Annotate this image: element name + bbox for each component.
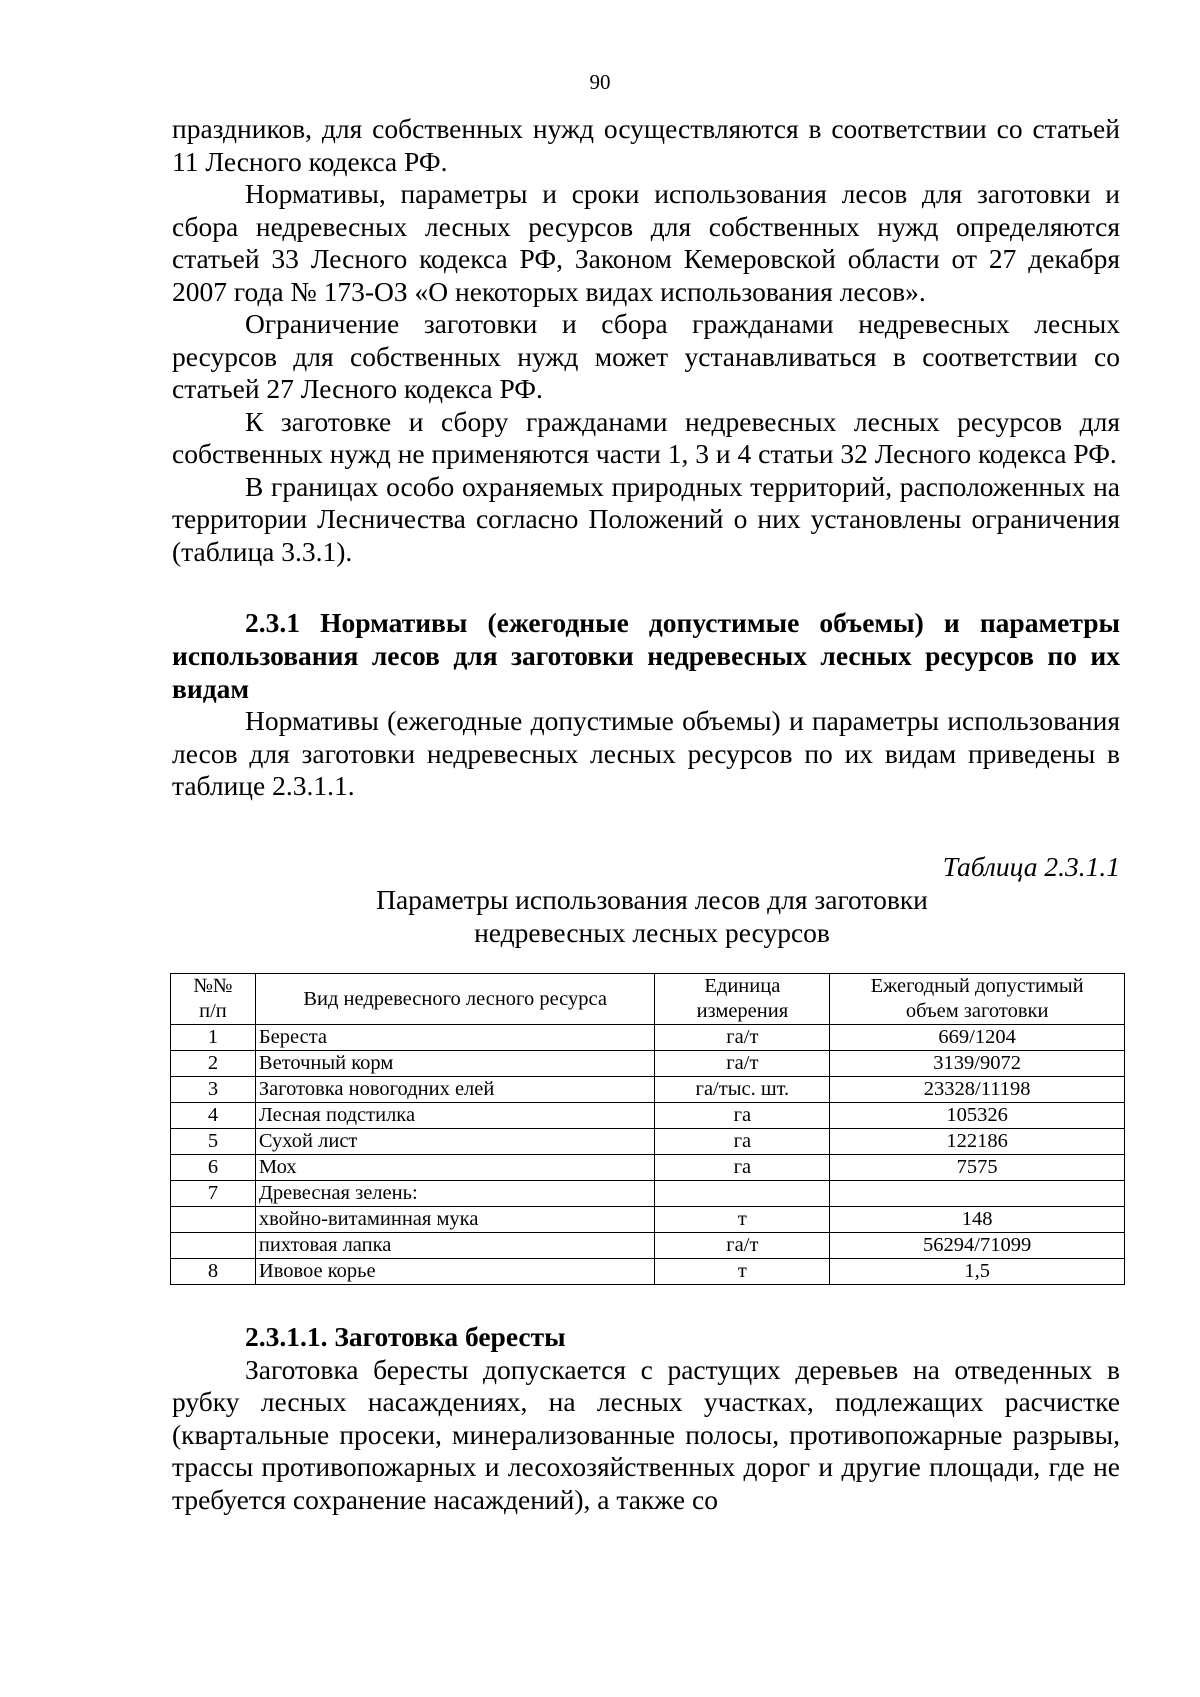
cell-volume: 3139/9072	[830, 1051, 1125, 1077]
cell-unit: га	[655, 1103, 830, 1129]
cell-unit: га/тыс. шт.	[655, 1077, 830, 1103]
cell-volume: 148	[830, 1207, 1125, 1233]
table-title-line-2: недревесных лесных ресурсов	[474, 917, 830, 948]
cell-num: 5	[171, 1129, 256, 1155]
cell-resource: Мох	[255, 1155, 655, 1181]
subsection-heading: 2.3.1.1. Заготовка бересты	[245, 1321, 566, 1352]
table-caption: Таблица 2.3.1.1	[942, 850, 1120, 882]
cell-resource: хвойно-витаминная мука	[255, 1207, 655, 1233]
table-row	[171, 1181, 1125, 1207]
table-title-line-1: Параметры использования лесов для заготовки	[376, 884, 928, 915]
cell-num	[171, 1233, 256, 1259]
cell-unit: т	[655, 1207, 830, 1233]
cell-unit: га/т	[655, 1051, 830, 1077]
section-text: Нормативы (ежегодные допустимые объемы) и параметры использования лесов для заготовки недревесных лесных ресурсов по их видам приведены в таблице 2.3.1.1.	[172, 705, 1120, 801]
header-volume	[830, 974, 1125, 1025]
table-row	[171, 1129, 1125, 1155]
resources-table	[170, 973, 1125, 1285]
cell-unit: га/т	[655, 1025, 830, 1051]
subsection-text: Заготовка бересты допускается с растущих деревьев на отведенных в рубку лесных насаждениях, на лесных участках, подлежащих расчистке (квартальные просеки, минерализованные полосы, противопожарные разрывы, трассы противопожарных и лесохозяйственных дорог и другие площади, где не требуется сохранение насаждений), а также со	[172, 1353, 1120, 1515]
table-row	[171, 1155, 1125, 1181]
cell-resource: Заготовка новогодних елей	[255, 1077, 655, 1103]
cell-unit: га/т	[655, 1233, 830, 1259]
table-row	[171, 1103, 1125, 1129]
cell-num: 1	[171, 1025, 256, 1051]
page-content	[172, 113, 1120, 1516]
cell-volume: 669/1204	[830, 1025, 1125, 1051]
cell-resource: Ивовое корье	[255, 1259, 655, 1285]
paragraph-restriction: Ограничение заготовки и сбора гражданами недревесных лесных ресурсов для собственных нужд может устанавливаться в соответствии со статьей 27 Лесного кодекса РФ.	[172, 308, 1120, 404]
table-row	[171, 1051, 1125, 1077]
cell-num: 2	[171, 1051, 256, 1077]
cell-volume: 1,5	[830, 1259, 1125, 1285]
header-volume-line-1: Ежегодный допустимый	[870, 975, 1084, 997]
section-heading: 2.3.1 Нормативы (ежегодные допустимые объемы) и параметры использования лесов для заготовки недревесных лесных ресурсов по их видам	[172, 607, 1120, 704]
cell-volume: 7575	[830, 1155, 1125, 1181]
cell-resource: Береста	[255, 1025, 655, 1051]
header-num-line-2: п/п	[199, 1000, 227, 1022]
paragraph-continuation: праздников, для собственных нужд осуществляются в соответствии со статьей 11 Лесного кодекса РФ.	[172, 113, 1120, 177]
header-unit	[655, 974, 830, 1025]
table-row	[171, 1233, 1125, 1259]
header-num	[171, 974, 256, 1025]
table-header-row	[171, 974, 1125, 1025]
cell-unit: т	[655, 1259, 830, 1285]
cell-resource: Лесная подстилка	[255, 1103, 655, 1129]
cell-num	[171, 1207, 256, 1233]
paragraph-protected-areas: В границах особо охраняемых природных территорий, расположенных на территории Лесничества согласно Положений о них установлены ограничения (таблица 3.3.1).	[172, 470, 1120, 567]
paragraph-norms: Нормативы, параметры и сроки использования лесов для заготовки и сбора недревесных лесных ресурсов для собственных нужд определяются статьей 33 Лесного кодекса РФ, Законом Кемеровской области от 27 декабря 2007 года № 173-ОЗ «О некоторых видах использования лесов».	[172, 178, 1120, 307]
cell-volume: 105326	[830, 1103, 1125, 1129]
cell-volume: 122186	[830, 1129, 1125, 1155]
cell-resource: Древесная зелень:	[255, 1181, 655, 1207]
cell-num: 7	[171, 1181, 256, 1207]
table-row	[171, 1207, 1125, 1233]
cell-unit: га	[655, 1129, 830, 1155]
cell-volume: 56294/71099	[830, 1233, 1125, 1259]
header-unit-line-1: Единица	[704, 975, 781, 997]
cell-unit	[655, 1181, 830, 1207]
header-resource: Вид недревесного лесного ресурса	[255, 974, 655, 1025]
cell-num: 3	[171, 1077, 256, 1103]
cell-num: 8	[171, 1259, 256, 1285]
cell-num: 6	[171, 1155, 256, 1181]
cell-resource: пихтовая лапка	[255, 1233, 655, 1259]
cell-resource: Веточный корм	[255, 1051, 655, 1077]
header-unit-line-2: измерения	[696, 1000, 789, 1022]
cell-unit: га	[655, 1155, 830, 1181]
table-row	[171, 1077, 1125, 1103]
cell-volume	[830, 1181, 1125, 1207]
table-row	[171, 1025, 1125, 1051]
cell-num: 4	[171, 1103, 256, 1129]
header-num-line-1: №№	[193, 975, 233, 997]
header-volume-line-2: объем заготовки	[905, 1000, 1049, 1022]
paragraph-exemption: К заготовке и сбору гражданами недревесных лесных ресурсов для собственных нужд не применяются части 1, 3 и 4 статьи 32 Лесного кодекса РФ.	[172, 405, 1120, 469]
cell-resource: Сухой лист	[255, 1129, 655, 1155]
cell-volume: 23328/11198	[830, 1077, 1125, 1103]
table-row	[171, 1259, 1125, 1285]
table-title	[184, 883, 1120, 949]
page-number: 90	[589, 70, 611, 94]
